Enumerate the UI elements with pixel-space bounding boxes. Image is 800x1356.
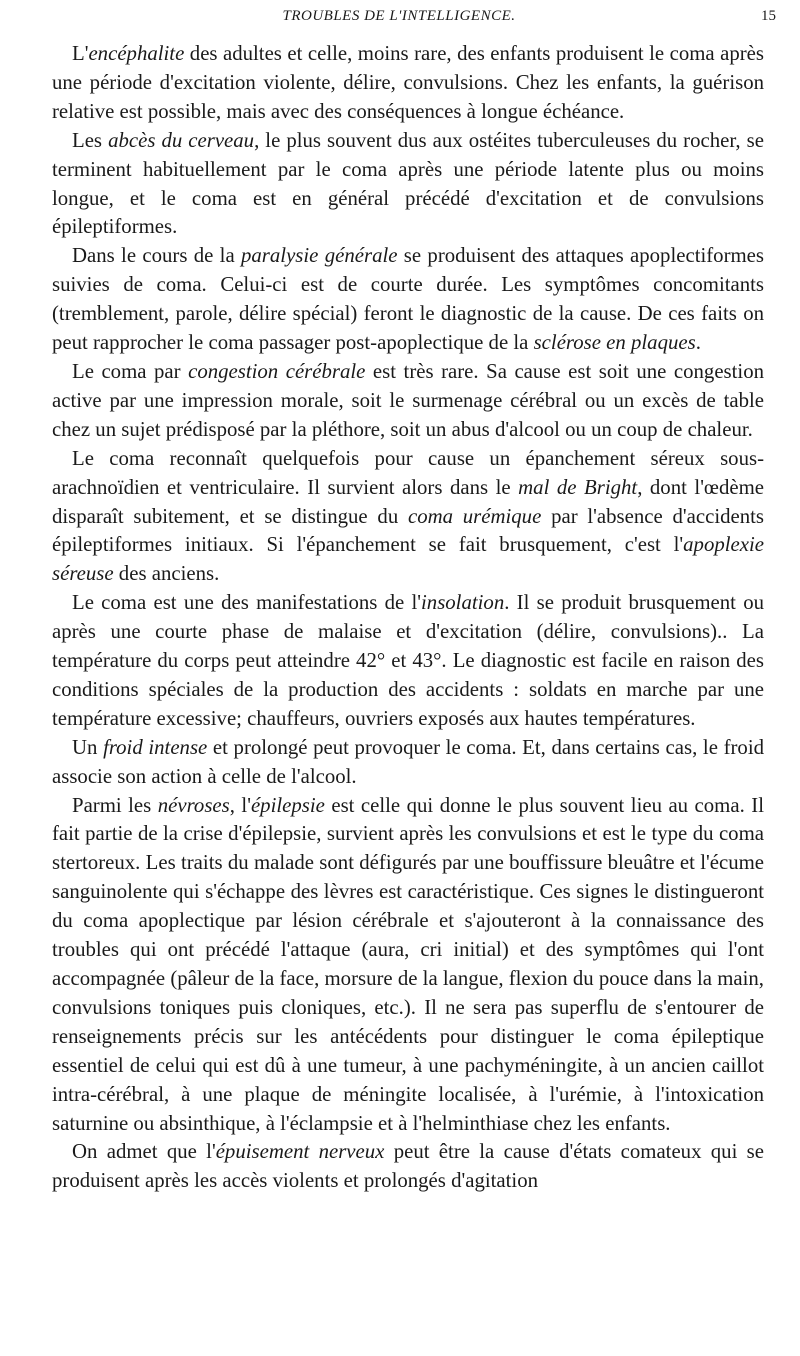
paragraph — [52, 358, 764, 445]
italic-term: mal de Bright — [518, 475, 638, 499]
italic-term: abcès du cerveau — [108, 128, 255, 152]
text-run: , le plus souvent dus aux ostéites tuberculeuses du rocher, se terminent habituellement par le coma après une période latente plus ou moins longue, et le coma est en général précédé d'excitation et de convulsions épileptiformes. — [52, 128, 764, 239]
text-run: par l'absence d'accidents épileptiformes initiaux. Si l'épanchement se fait brusquement, c'est l' — [52, 504, 764, 557]
paragraph — [52, 734, 764, 792]
text-run: peut être la cause d'états comateux qui se produisent après les accès violents et prolongés d'agitation — [52, 1140, 764, 1193]
text-run: et prolongé peut provoquer le coma. Et, dans certains cas, le froid associe son action à celle de l'alcool. — [52, 735, 764, 788]
italic-term: congestion cérébrale — [188, 359, 366, 383]
paragraph — [52, 445, 764, 590]
italic-term: froid intense — [103, 735, 208, 759]
text-run: Parmi les — [72, 793, 158, 817]
text-run: Le coma est une des manifestations de l' — [72, 591, 422, 615]
paragraph — [52, 127, 764, 243]
text-run: Les — [72, 128, 109, 152]
text-run: Un — [72, 735, 104, 759]
text-run: Le coma reconnaît quelquefois pour cause un épanchement séreux sous-arachnoïdien et ventriculaire. Il survient alors dans le — [52, 446, 764, 499]
italic-term: coma urémique — [407, 504, 542, 528]
text-run: Dans le cours de la — [72, 244, 241, 268]
text-run: des anciens. — [113, 562, 220, 586]
text-run: . — [695, 331, 701, 355]
paragraph — [52, 1138, 764, 1196]
italic-term: encéphalite — [88, 42, 185, 65]
italic-term: paralysie générale — [241, 244, 398, 268]
italic-term: apoplexie séreuse — [52, 533, 764, 586]
paragraph — [52, 589, 764, 734]
body-text — [52, 40, 764, 1196]
text-run: est celle qui donne le plus souvent lieu au coma. Il fait partie de la crise d'épilepsie, survient après les convulsions et est le type du coma stertoreux. Les traits du malade sont défigurés par une bouffissure bleuâtre et l'écume sanguinolente qui s'échappe des lèvres est caractéristique. Ces signes le distingueront du coma apoplectique par lésion cérébrale et s'ajouteront à la connaissance des troubles qui ont précédé l'attaque (aura, cri initial) et des symptômes qui l'ont accompagnée (pâleur de la face, morsure de la langue, flexion du pouce dans la main, convulsions toniques puis cloniques, etc.). Il ne sera pas superflu de s'entourer de renseignements précis sur les antécédents pour distinguer le coma épileptique essentiel de celui qui est dû à une tumeur, à une pachyméningite, à un ancien caillot intra-cérébral, à une plaque de méningite localisée, à l'urémie, à l'intoxication saturnine ou absinthique, à l'éclampsie et à l'helminthiase chez les enfants. — [52, 793, 764, 1135]
running-title: TROUBLES DE L'INTELLIGENCE. — [282, 8, 516, 24]
text-run: Le coma par — [72, 359, 189, 383]
text-run: est très rare. Sa cause est soit une congestion active par une impression morale, soit le surmenage cérébral ou un excès de table chez un sujet prédisposé par la pléthore, soit un abus d'alcool ou un coup de chaleur. — [52, 359, 764, 441]
italic-term: insolation — [421, 591, 505, 615]
text-run: . Il se produit brusquement ou après une courte phase de malaise et d'excitation (délire, convulsions).. La température du corps peut atteindre 42° et 43°. Le diagnostic est facile en raison des conditions spéciales de la production des accidents : soldats en marche par une température excessive; chauffeurs, ouvriers exposés aux hautes températures. — [52, 591, 764, 730]
italic-term: névroses — [157, 793, 230, 817]
paragraph — [52, 40, 764, 127]
text-run: , l' — [229, 793, 251, 817]
text-run: des adultes et celle, moins rare, des enfants produisent le coma après une période d'excitation violente, délire, convulsions. Chez les enfants, la guérison relative est possible, mais avec des conséquences à longue échéance. — [52, 42, 764, 123]
italic-term: sclérose en plaques — [533, 331, 696, 355]
text-run: On admet que l' — [72, 1140, 216, 1164]
paragraph — [52, 242, 764, 358]
text-run: , dont l'œdème disparaît subitement, et se distingue du — [52, 475, 764, 528]
text-run: se produisent des attaques apoplectiformes suivies de coma. Celui-ci est de courte durée. Les symptômes concomitants (tremblement, parole, délire spécial) feront le diagnostic de la cause. De ces faits on peut rapprocher le coma passager post-apoplectique de la — [52, 244, 765, 355]
italic-term: épilepsie — [250, 793, 325, 817]
paragraph — [52, 792, 764, 1139]
page-number: 15 — [761, 8, 776, 24]
text-run: L' — [72, 42, 89, 65]
italic-term: épuisement nerveux — [215, 1140, 385, 1164]
